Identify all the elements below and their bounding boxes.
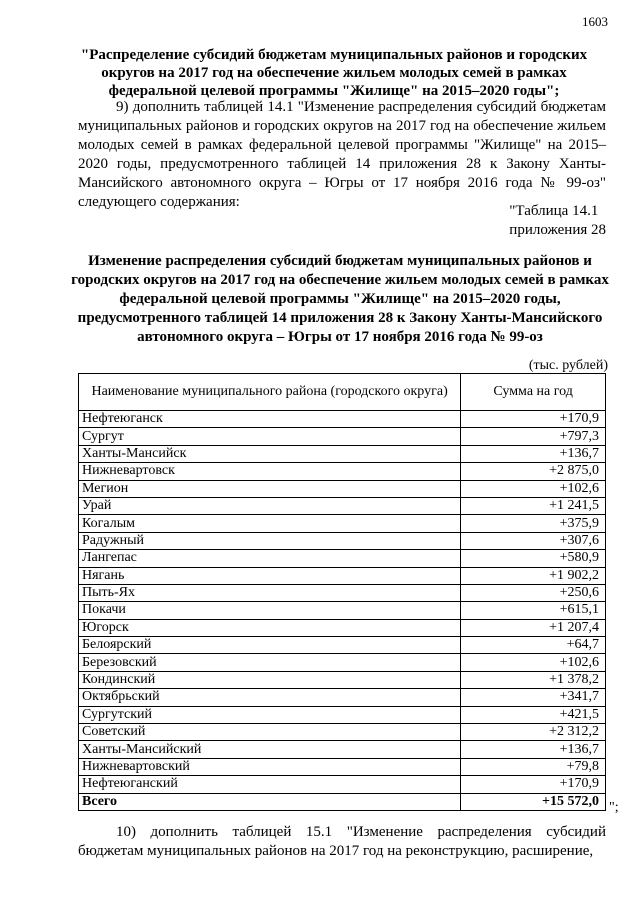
table-row xyxy=(79,480,606,497)
table-header-row xyxy=(79,374,606,411)
row-name: Югорск xyxy=(79,619,461,636)
table-title: Изменение распределения субсидий бюджетам муниципальных районов и городских округов на 2017 год на обеспечение жильем молодых семей в рамках федеральной целевой программы "Жилище" на 2015–2020 годы, предусмотренного таблицей 14 приложения 28 к Закону Ханты-Мансийского автономного округа – Югры от 17 ноября 2016 года № 99-оз xyxy=(71,253,609,345)
row-amount: +615,1 xyxy=(461,602,606,619)
row-amount: +79,8 xyxy=(461,758,606,775)
paragraph-9: 9) дополнить таблицей 14.1 "Изменение распределения субсидий бюджетам муниципальных районов и городских округов на 2017 год на обеспечение жильем молодых семей в рамках федеральной целевой программы "Жилище" на 2015–2020 годы, предусмотренного таблицей 14 приложения 28 к Закону Ханты-Мансийского автономного округа – Югры от 17 ноября 2016 года № 99-оз" следующего содержания: xyxy=(78,99,606,210)
table-row xyxy=(79,515,606,532)
section-heading: "Распределение субсидий бюджетам муниципальных районов и городских округов на 2017 год на обеспечение жильем молодых семей в рамках федеральной целевой программы "Жилище" на 2015–2020 годы"; xyxy=(80,47,588,99)
row-amount: +2 875,0 xyxy=(461,463,606,480)
total-label: Всего xyxy=(79,793,461,810)
row-amount: +1 902,2 xyxy=(461,567,606,584)
row-name: Белоярский xyxy=(79,637,461,654)
table-row xyxy=(79,567,606,584)
table-closing-quote: "; xyxy=(609,800,619,815)
units-label: (тыс. рублей) xyxy=(528,358,608,373)
row-name: Сургут xyxy=(79,428,461,445)
row-name: Советский xyxy=(79,724,461,741)
row-name: Когалым xyxy=(79,515,461,532)
row-amount: +1 207,4 xyxy=(461,619,606,636)
row-name: Покачи xyxy=(79,602,461,619)
table-row xyxy=(79,741,606,758)
table-row xyxy=(79,532,606,549)
row-name: Нижневартовский xyxy=(79,758,461,775)
row-name: Пыть-Ях xyxy=(79,584,461,601)
row-amount: +2 312,2 xyxy=(461,724,606,741)
table-row xyxy=(79,602,606,619)
row-amount: +1 378,2 xyxy=(461,671,606,688)
row-name: Октябрьский xyxy=(79,689,461,706)
row-name: Радужный xyxy=(79,532,461,549)
row-amount: +421,5 xyxy=(461,706,606,723)
page-number: 1603 xyxy=(582,14,608,29)
row-name: Березовский xyxy=(79,654,461,671)
table-row xyxy=(79,689,606,706)
table-reference-line1: "Таблица 14.1 xyxy=(509,203,599,219)
row-amount: +102,6 xyxy=(461,654,606,671)
row-amount: +170,9 xyxy=(461,776,606,793)
table-row xyxy=(79,637,606,654)
row-name: Нефтеюганский xyxy=(79,776,461,793)
table-row xyxy=(79,758,606,775)
table-row xyxy=(79,724,606,741)
table-row xyxy=(79,654,606,671)
row-name: Ханты-Мансийск xyxy=(79,445,461,462)
row-amount: +102,6 xyxy=(461,480,606,497)
row-name: Ханты-Мансийский xyxy=(79,741,461,758)
header-name: Наименование муниципального района (городского округа) xyxy=(79,374,461,411)
table-total-row xyxy=(79,793,606,810)
table-row xyxy=(79,584,606,601)
table-row xyxy=(79,428,606,445)
table-row xyxy=(79,445,606,462)
subsidy-table xyxy=(78,373,606,811)
row-amount: +250,6 xyxy=(461,584,606,601)
table-reference xyxy=(509,202,606,240)
row-name: Лангепас xyxy=(79,550,461,567)
row-name: Нефтеюганск xyxy=(79,411,461,428)
row-name: Урай xyxy=(79,497,461,514)
row-amount: +136,7 xyxy=(461,741,606,758)
row-name: Нягань xyxy=(79,567,461,584)
row-amount: +580,9 xyxy=(461,550,606,567)
row-amount: +136,7 xyxy=(461,445,606,462)
row-amount: +375,9 xyxy=(461,515,606,532)
row-name: Нижневартовск xyxy=(79,463,461,480)
table-row xyxy=(79,463,606,480)
table-row xyxy=(79,706,606,723)
table-row xyxy=(79,671,606,688)
row-name: Кондинский xyxy=(79,671,461,688)
row-amount: +797,3 xyxy=(461,428,606,445)
row-amount: +64,7 xyxy=(461,637,606,654)
table-row xyxy=(79,619,606,636)
table-row xyxy=(79,550,606,567)
paragraph-10: 10) дополнить таблицей 15.1 "Изменение распределения субсидий бюджетам муниципальных районов на 2017 год на реконструкцию, расширение, xyxy=(78,824,606,859)
table-reference-line2: приложения 28 xyxy=(509,222,606,238)
row-amount: +341,7 xyxy=(461,689,606,706)
row-amount: +170,9 xyxy=(461,411,606,428)
table-body xyxy=(79,411,606,811)
total-amount: +15 572,0 xyxy=(461,793,606,810)
header-amount: Сумма на год xyxy=(461,374,606,411)
row-amount: +307,6 xyxy=(461,532,606,549)
row-amount: +1 241,5 xyxy=(461,497,606,514)
row-name: Мегион xyxy=(79,480,461,497)
table-row xyxy=(79,497,606,514)
table-row xyxy=(79,411,606,428)
table-row xyxy=(79,776,606,793)
row-name: Сургутский xyxy=(79,706,461,723)
